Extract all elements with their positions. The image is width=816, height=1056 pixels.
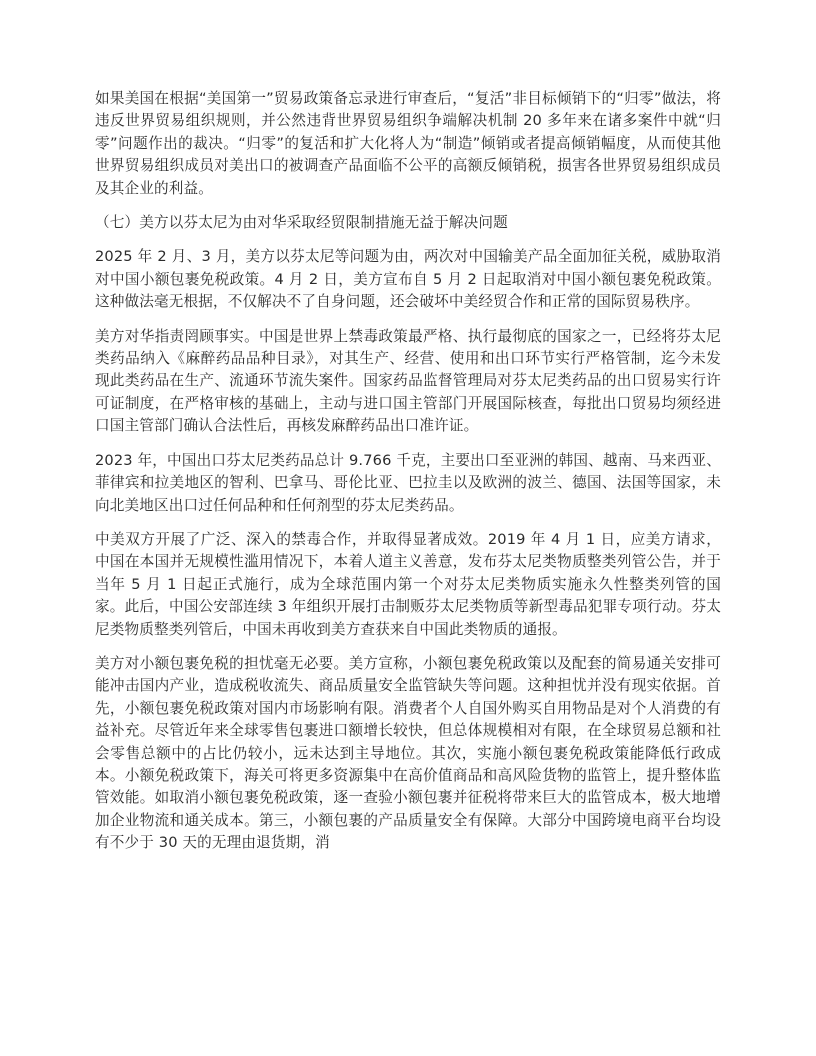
paragraph-tariffs-2025: 2025 年 2 月、3 月，美方以芬太尼等问题为由，两次对中国输美产品全面加征关税，威胁取消对中国小额包裹免税政策。4 月 2 日，美方宣布自 5 月 2 日起取消对中国小额包裹免税政策。这种做法毫无根据，不仅解决不了自身问题，还会破坏中美经贸合作和正常的国际贸易秩序。 <box>95 248 721 311</box>
paragraph-cooperation: 中美双方开展了广泛、深入的禁毒合作，并取得显著成效。2019 年 4 月 1 日，应美方请求，中国在本国并无规模性滥用情况下，本着人道主义善意，发布芬太尼类物质整类列管公告，并于当年 5 月 1 日起正式施行，成为全球范围内第一个对芬太尼类物质实施永久性整类列管的国家。此后，中国公安部连续 3 年组织开展打击制贩芬太尼类物质等新型毒品犯罪专项行动。芬太尼类物质整类列管后，中国未再收到美方查获来自中国此类物质的通报。 <box>95 530 721 638</box>
paragraph-small-parcels: 美方对小额包裹免税的担忧毫无必要。美方宣称，小额包裹免税政策以及配套的简易通关安排可能冲击国内产业，造成税收流失、商品质量安全监管缺失等问题。这种担忧并没有现实依据。首先，小额包裹免税政策对国内市场影响有限。消费者个人自国外购买自用物品是对个人消费的有益补充。尽管近年来全球零售包裹进口额增长较快，但总体规模相对有限，在全球贸易总额和社会零售总额中的占比仍较小，远未达到主导地位。其次，实施小额包裹免税政策能降低行政成本。小额免税政策下，海关可将更多资源集中在高价值商品和高风险货物的监管上，提升整体监管效能。如取消小额包裹免税政策，逐一查验小额包裹并征税将带来巨大的监管成本，极大地增加企业物流和通关成本。第三，小额包裹的产品质量安全有保障。大部分中国跨境电商平台均设有不少于 30 天的无理由退货期，消 <box>95 654 721 852</box>
section-heading-fentanyl: （七）美方以芬太尼为由对华采取经贸限制措施无益于解决问题 <box>95 214 508 232</box>
paragraph-zeroing: 如果美国在根据“美国第一”贸易政策备忘录进行审查后，“复活”非目标倾销下的“归零”做法，将违反世界贸易组织规则，并公然违背世界贸易组织争端解决机制 20 多年来在诸多案件中就“归零”问题作出的裁决。“归零”的复活和扩大化将人为“制造”倾销或者提高倾销幅度，从而使其他世界贸易组织成员对美出口的被调查产品面临不公平的高额反倾销税，损害各世界贸易组织成员及其企业的利益。 <box>95 90 721 197</box>
document-page <box>95 88 721 867</box>
paragraph-china-controls: 美方对华指责罔顾事实。中国是世界上禁毒政策最严格、执行最彻底的国家之一，已经将芬太尼类药品纳入《麻醉药品品种目录》，对其生产、经营、使用和出口环节实行严格管制，迄今未发现此类药品在生产、流通环节流失案件。国家药品监督管理局对芬太尼类药品的出口贸易实行许可证制度，在严格审核的基础上，主动与进口国主管部门开展国际核查，每批出口贸易均须经进口国主管部门确认合法性后，再核发麻醉药品出口准许证。 <box>95 327 721 435</box>
paragraph-exports-2023: 2023 年，中国出口芬太尼类药品总计 9.766 千克，主要出口至亚洲的韩国、越南、马来西亚、菲律宾和拉美地区的智利、巴拿马、哥伦比亚、巴拉圭以及欧洲的波兰、德国、法国等国家，未向北美地区出口过任何品种和任何剂型的芬太尼类药品。 <box>95 451 721 514</box>
